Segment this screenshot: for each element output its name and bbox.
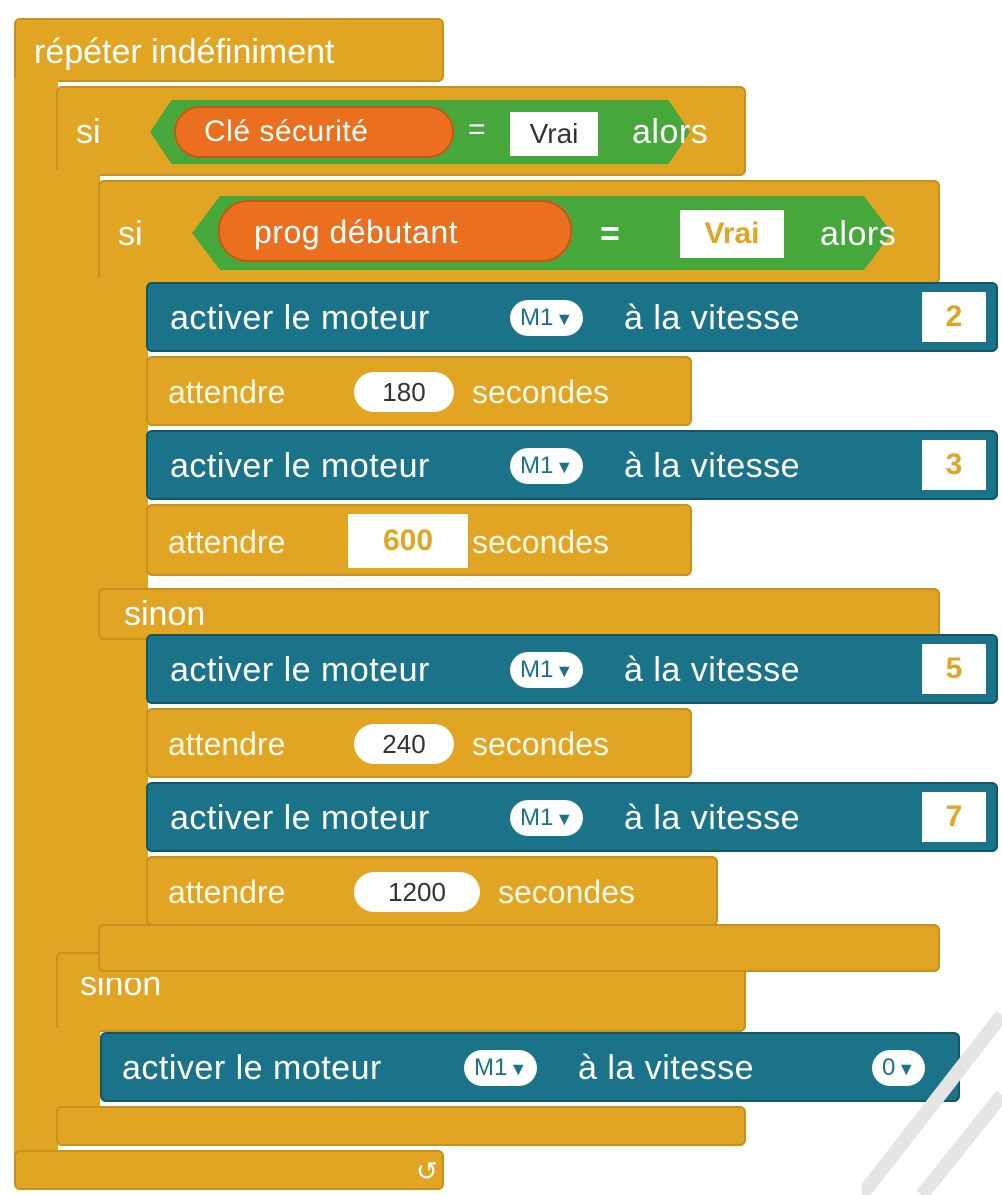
forever-block-footer[interactable] xyxy=(14,1150,444,1190)
wait-suffix: secondes xyxy=(498,872,635,912)
wait-suffix: secondes xyxy=(472,522,609,562)
wait-block-3[interactable] xyxy=(146,708,692,778)
if-outer-footer xyxy=(56,1106,746,1146)
motor-prefix: activer le moteur xyxy=(122,1048,382,1088)
motor-dropdown[interactable] xyxy=(510,652,583,688)
if-inner-header[interactable] xyxy=(98,180,940,284)
forever-block-header[interactable] xyxy=(14,18,444,82)
if-inner-si: si xyxy=(118,214,143,254)
motor-id: M1 xyxy=(520,804,553,831)
alors-outer: alors xyxy=(632,112,708,152)
motor-prefix: activer le moteur xyxy=(170,446,430,486)
motor-suffix: à la vitesse xyxy=(578,1048,754,1088)
motor-prefix: activer le moteur xyxy=(170,650,430,690)
var-cle-securite-label: Clé sécurité xyxy=(204,112,368,152)
motor-prefix: activer le moteur xyxy=(170,298,430,338)
caret-down-icon: ▼ xyxy=(897,1059,915,1079)
motor-block-2[interactable] xyxy=(146,430,998,500)
wait-suffix: secondes xyxy=(472,724,609,764)
var-prog-debutant[interactable] xyxy=(218,200,572,262)
motor-id: M1 xyxy=(520,304,553,331)
motor-dropdown[interactable] xyxy=(510,300,583,336)
forever-label: répéter indéfiniment xyxy=(34,32,335,72)
wait-block-2[interactable] xyxy=(146,504,692,576)
motor-block-5[interactable] xyxy=(100,1032,960,1102)
forever-arm xyxy=(14,78,58,1168)
equals-sign-inner: = xyxy=(600,214,620,254)
motor-dropdown[interactable] xyxy=(510,448,583,484)
if-inner-footer xyxy=(98,924,940,972)
motor-id: M1 xyxy=(474,1054,507,1081)
var-cle-securite[interactable] xyxy=(174,106,454,158)
equals-sign-outer: = xyxy=(468,110,486,150)
wait-block-1[interactable] xyxy=(146,356,692,426)
wait-prefix: attendre xyxy=(168,522,285,562)
caret-down-icon: ▼ xyxy=(555,809,573,829)
if-outer-arm xyxy=(56,170,100,990)
speed-input-1[interactable]: 2 xyxy=(922,292,986,342)
wait-input-2[interactable]: 600 xyxy=(348,514,468,568)
caret-down-icon: ▼ xyxy=(555,661,573,681)
caret-down-icon: ▼ xyxy=(555,457,573,477)
motor-id: M1 xyxy=(520,656,553,683)
if-outer-si: si xyxy=(76,112,101,152)
wait-prefix: attendre xyxy=(168,872,285,912)
motor-block-4[interactable] xyxy=(146,782,998,852)
wait-input-4[interactable]: 1200 xyxy=(354,872,480,912)
condition-inner-value[interactable]: Vrai xyxy=(680,210,784,258)
var-prog-debutant-label: prog débutant xyxy=(254,212,458,252)
motor-id: M1 xyxy=(520,452,553,479)
if-outer-sinon-label: sinon xyxy=(80,964,161,1004)
motor-suffix: à la vitesse xyxy=(624,798,800,838)
motor-prefix: activer le moteur xyxy=(170,798,430,838)
wait-prefix: attendre xyxy=(168,372,285,412)
speed-value-5: 0 xyxy=(882,1054,895,1081)
wait-input-3[interactable]: 240 xyxy=(354,724,454,764)
caret-down-icon: ▼ xyxy=(555,309,573,329)
if-outer-header[interactable] xyxy=(56,86,746,176)
condition-outer-value[interactable]: Vrai xyxy=(510,112,598,156)
wait-block-4[interactable] xyxy=(146,856,718,926)
motor-dropdown[interactable] xyxy=(464,1050,537,1086)
speed-input-4[interactable]: 7 xyxy=(922,792,986,842)
motor-suffix: à la vitesse xyxy=(624,650,800,690)
speed-input-2[interactable]: 3 xyxy=(922,440,986,490)
loop-arrow-icon: ↺ xyxy=(416,1156,438,1187)
wait-prefix: attendre xyxy=(168,724,285,764)
motor-dropdown[interactable] xyxy=(510,800,583,836)
decorative-stripes xyxy=(862,915,1002,1195)
if-inner-sinon-label: sinon xyxy=(124,594,205,634)
wait-input-1[interactable]: 180 xyxy=(354,372,454,412)
speed-input-3[interactable]: 5 xyxy=(922,644,986,694)
if-inner-sinon xyxy=(98,588,940,640)
alors-inner: alors xyxy=(820,214,896,254)
motor-block-3[interactable] xyxy=(146,634,998,704)
motor-block-1[interactable] xyxy=(146,282,998,352)
wait-suffix: secondes xyxy=(472,372,609,412)
motor-suffix: à la vitesse xyxy=(624,298,800,338)
motor-suffix: à la vitesse xyxy=(624,446,800,486)
caret-down-icon: ▼ xyxy=(509,1059,527,1079)
